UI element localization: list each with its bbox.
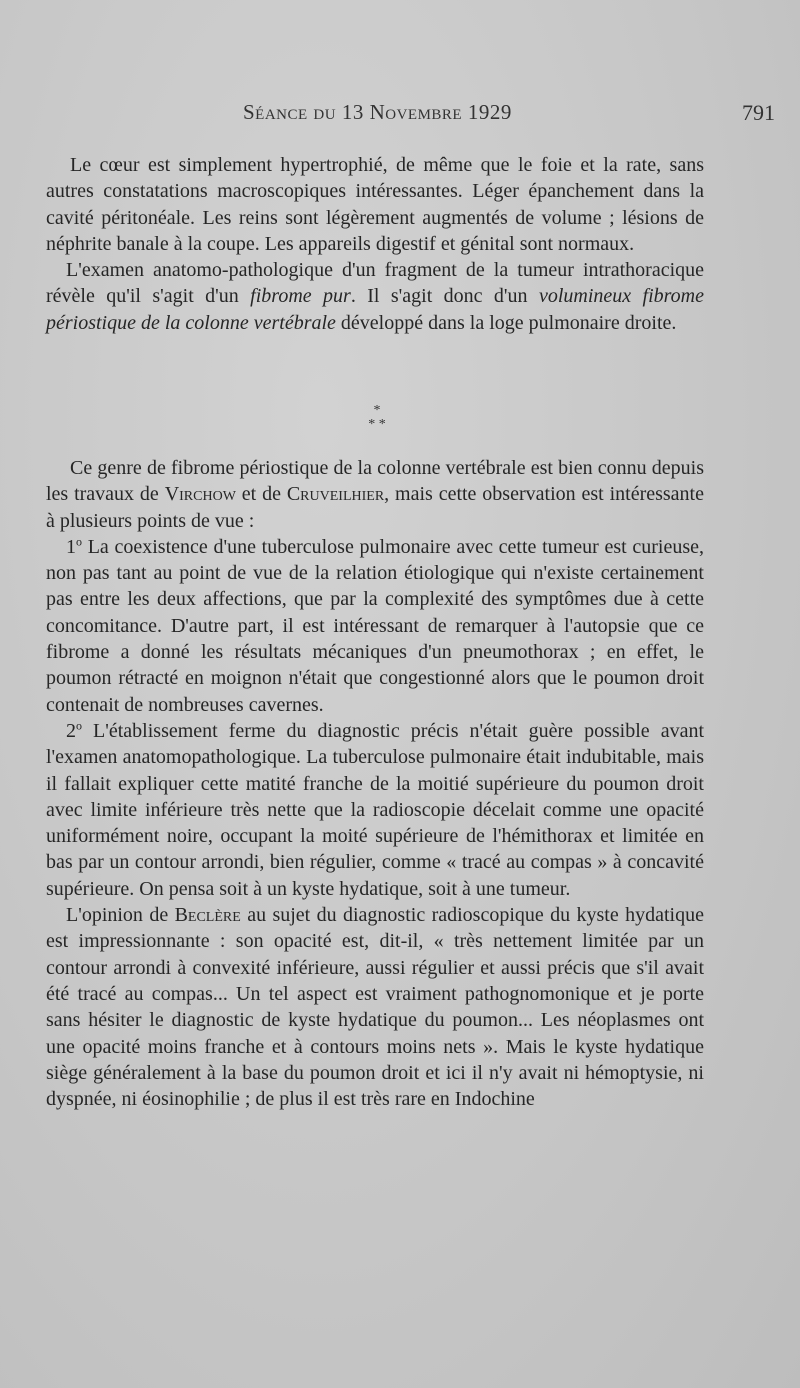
text-run: L'examen anatomo-pathologique d'un fragment de la tumeur intrathoracique révèle qu'il s'agit d'un — [46, 259, 704, 308]
section-separator — [352, 404, 402, 432]
emphasis-diagnosis: fibrome pur — [250, 285, 351, 308]
ordinal-mark: o — [76, 534, 82, 549]
text-run: développé dans la loge pulmonaire droite. — [335, 311, 677, 334]
list-number: 2 — [66, 719, 76, 742]
text-run: . Il s'agit donc d'un — [350, 285, 539, 308]
ordinal-mark: o — [76, 718, 82, 733]
asterism-bottom: * * — [368, 417, 386, 432]
author-name: Virchow — [164, 483, 236, 506]
text-run: , mais cette observation est intéressante à plusieurs points de vue : — [46, 483, 704, 532]
paragraph-pathology-result — [46, 257, 704, 336]
paragraph-point-2 — [46, 718, 704, 902]
text-run: au sujet du diagnostic radioscopique du kyste hydatique est impressionnante : son opacité est, dit-il, « très nettement limitée par un contour arrondi à convexité inférieure, aussi régulier et aussi précis que s'il avait été tracé au compas... Un tel aspect est vraiment pathognomonique et je porte sans hésiter le diagnostic de kyste hydatique du poumon... Les néoplasmes ont une opacité moins franche et à contours moins nets ». Mais le kyste hydatique siège généralement à la base du poumon droit et ici il n'y avait ni hémoptysie, ni dyspnée, ni éosinophilie ; de plus il est très rare en Indochine — [46, 904, 704, 1111]
text-run: L'établissement ferme du diagnostic précis n'était guère possible avant l'examen anatomopathologique. La tuberculose pulmonaire était indubitable, mais il fallait expliquer cette matité franche de la moitié supérieure du poumon droit avec limite inférieure très nette que la radioscopie décelait comme une opacité uniformément noire, occupant la moité supérieure de l'hémithorax et limitée en bas par un contour arrondi, bien régulier, comme « tracé au compas » à concavité supérieure. On pensa soit à un kyste hydatique, soit à une tumeur. — [46, 719, 704, 900]
text-run: L'opinion de — [66, 904, 175, 927]
list-number: 1 — [66, 535, 76, 558]
asterism-top: * — [373, 403, 381, 418]
running-head: Séance du 13 Novembre 1929 — [243, 100, 512, 124]
page-header — [0, 100, 800, 136]
paragraph-autopsy-findings: Le cœur est simplement hypertrophié, de même que le foie et la rate, sans autres constatations macroscopiques intéressantes. Léger épanchement dans la cavité péritonéale. Les reins sont légèrement augmentés de volume ; lésions de néphrite banale à la coupe. Les appareils digestif et génital sont normaux. — [46, 154, 704, 255]
text-run: Ce genre de fibrome périostique de la colonne vertébrale est bien connu depuis les travaux de — [46, 457, 704, 506]
page-number: 791 — [742, 100, 775, 125]
text-run: La coexistence d'une tuberculose pulmonaire avec cette tumeur est curieuse, non pas tant au point de vue de la relation étiologique qui n'existe certainement pas entre les deux affections, que par la complexité des symptômes due à cette concomitance. D'autre part, il est intéressant de remarquer à l'autopsie que ce fibrome a donné les résultats mécaniques d'un pneumothorax ; en effet, le poumon rétracté en moignon n'était que congestionné alors que le poumon droit contenait de nombreuses cavernes. — [46, 535, 704, 716]
author-name: Beclère — [174, 904, 241, 927]
discussion-section — [46, 455, 704, 1112]
author-name: Cruveilhier — [286, 483, 385, 506]
text-run: et de — [235, 483, 287, 506]
paragraph-intro — [46, 455, 704, 534]
paragraph-point-1 — [46, 534, 704, 718]
case-findings-section — [46, 152, 704, 336]
emphasis-diagnosis-full: volumineux fibrome périostique de la colonne vertébrale — [46, 285, 705, 334]
paragraph-beclere-opinion — [46, 902, 704, 1112]
